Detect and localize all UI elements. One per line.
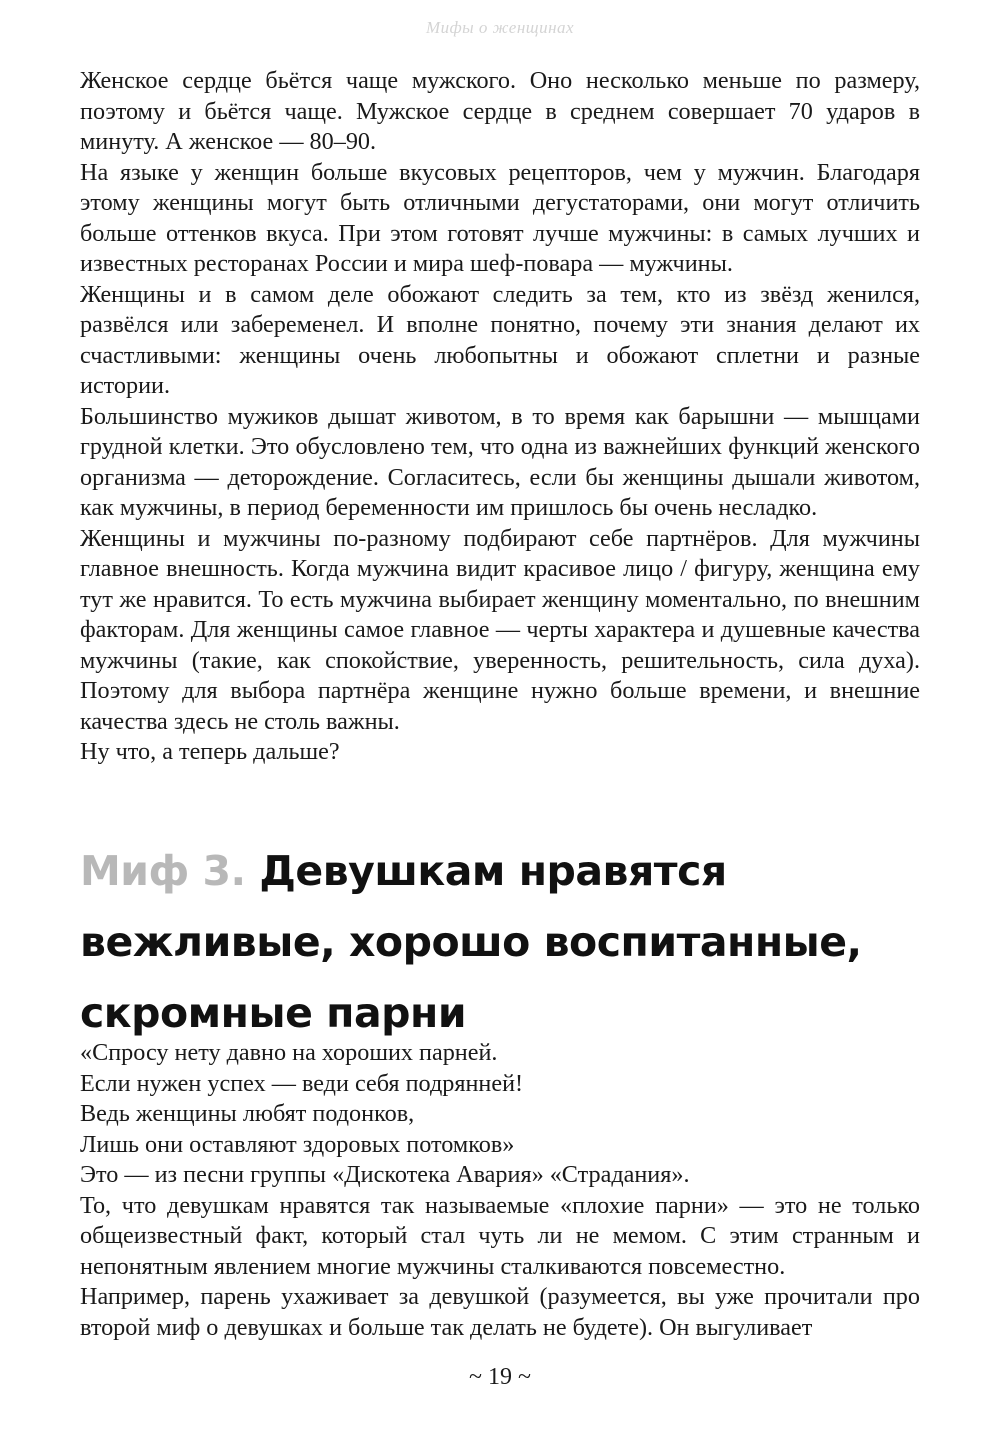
- chapter-heading: [80, 836, 940, 1049]
- myth-label: Миф 3.: [80, 847, 246, 895]
- verse-line: Ведь женщины любят подонков,: [80, 1100, 415, 1127]
- running-head: Мифы о женщинах: [425, 18, 575, 37]
- verse-line: Если нужен успех — веди себя подрянней!: [80, 1069, 524, 1097]
- paragraph: То, что девушкам нравятся так называемые «плохие парни» — это не только общеизвестный факт, который стал чуть ли не мемом. С этим странным и непонятным явлением многие мужчины сталкиваются повсеместно.: [80, 1191, 920, 1280]
- verse-line: Лишь они оставляют здоровых потомков»: [80, 1130, 515, 1158]
- verse-line: «Спросу нету давно на хороших парней.: [80, 1039, 498, 1066]
- body-text-top: [80, 66, 920, 768]
- paragraph: Женщины и в самом деле обожают следить за тем, кто из звёзд женился, развёлся или забеременел. И вполне понятно, почему эти знания делают их счастливыми: женщины очень любопытны и обожают сплетни и разные истории.: [80, 280, 920, 399]
- paragraph: Например, парень ухаживает за девушкой (разумеется, вы уже прочитали про второй миф о девушках и больше так делать не будете). Он выгуливает: [80, 1283, 920, 1341]
- paragraph: На языке у женщин больше вкусовых рецепторов, чем у мужчин. Благодаря этому женщины могут быть отличными дегустаторами, они могут отличить больше оттенков вкуса. При этом готовят лучше мужчины: в самых лучших и известных ресторанах России и мира шеф-повара — мужчины.: [80, 158, 920, 277]
- paragraph: Женщины и мужчины по-разному подбирают себе партнёров. Для мужчины главное внешность. Когда мужчина видит красивое лицо / фигуру, женщина ему тут же нравится. То есть мужчина выбирает женщину моментально, по внешним факторам. Для женщины самое главное — черты характера и душевные качества мужчины (такие, как спокойствие, уверенность, решительность, сила духа). Поэтому для выбора партнёра женщине нужно больше времени, и внешние качества здесь не столь важны.: [80, 524, 920, 735]
- paragraph: Женское сердце бьётся чаще мужского. Оно несколько меньше по размеру, поэтому и бьётся чаще. Мужское сердце в среднем совершает 70 ударов в минуту. А женское — 80–90.: [80, 67, 920, 155]
- verse-source-line: Это — из песни группы «Дискотека Авария» «Страдания».: [80, 1161, 690, 1188]
- paragraph: Большинство мужиков дышат животом, в то время как барышни — мышцами грудной клетки. Это обусловлено тем, что одна из важнейших функций женского организма — деторождение. Согласитесь, если бы женщины дышали животом, как мужчины, в период беременности им пришлось бы очень несладко.: [80, 402, 920, 521]
- page-number: ~ 19 ~: [469, 1364, 531, 1390]
- body-text-bottom: [80, 1038, 920, 1343]
- chapter-title: Девушкам нравятся вежливые, хорошо воспитанные, скромные парни: [80, 847, 862, 1037]
- paragraph: Ну что, а теперь дальше?: [80, 738, 340, 765]
